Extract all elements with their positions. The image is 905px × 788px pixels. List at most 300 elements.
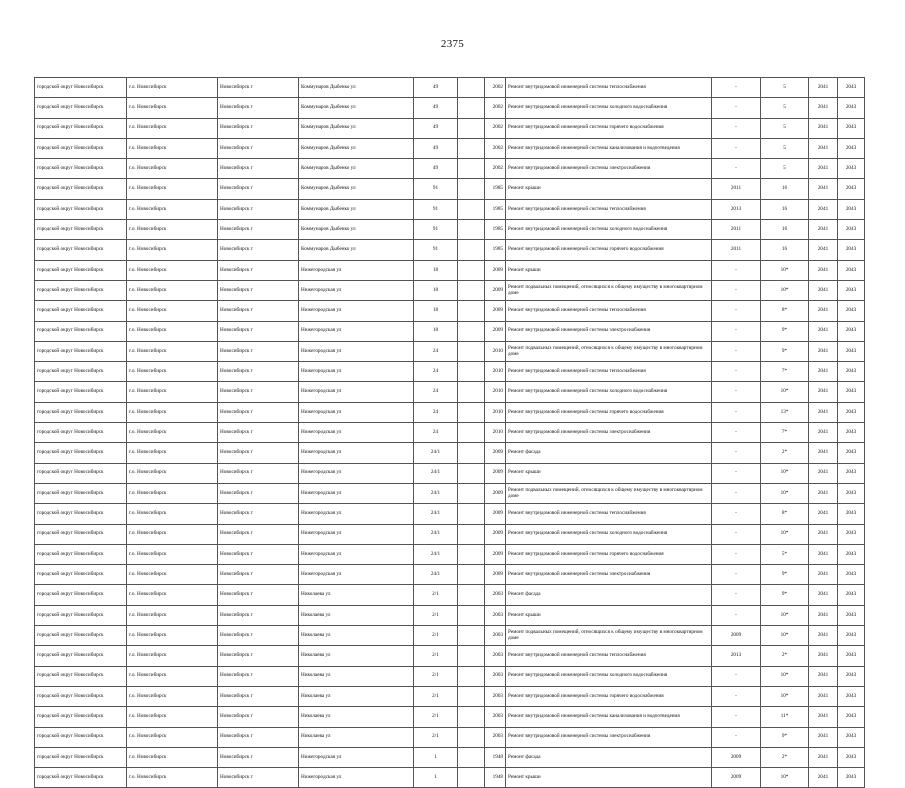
work-type-cell: Ремонт фасада [506,443,712,463]
work-type-cell: Ремонт внутридомовой инженерной системы горячего водоснабжения [506,118,712,138]
period-start-cell: 2041 [809,138,838,158]
table-row [35,118,865,138]
city-district-cell: г.о. Новосибирск [127,504,218,524]
house-number-cell: 2/1 [414,626,458,646]
work-type-cell: Ремонт внутридомовой инженерной системы холодного водоснабжения [506,666,712,686]
table-row [35,220,865,240]
building-cell [458,138,485,158]
construction-year-cell: 1985 [485,240,506,260]
municipality-cell: городской округ Новосибирск [35,321,127,341]
period-end-cell: 2043 [838,747,865,767]
interval-cell: 10* [761,463,809,483]
locality-cell: Новосибирск г [218,118,299,138]
work-type-cell: Ремонт внутридомовой инженерной системы горячего водоснабжения [506,402,712,422]
period-end-cell: 2043 [838,727,865,747]
interval-cell: 10* [761,524,809,544]
street-cell: Нижегородская ул [299,341,414,361]
period-start-cell: 2041 [809,159,838,179]
construction-year-cell: 1985 [485,179,506,199]
street-cell: Коммунаров Дыбенко ул [299,138,414,158]
table-row [35,443,865,463]
interval-cell: 5 [761,138,809,158]
period-end-cell: 2043 [838,321,865,341]
municipality-cell: городской округ Новосибирск [35,727,127,747]
street-cell: Нижегородская ул [299,747,414,767]
municipality-cell: городской округ Новосибирск [35,280,127,300]
locality-cell: Новосибирск г [218,341,299,361]
interval-cell: 16 [761,199,809,219]
period-end-cell: 2043 [838,483,865,503]
last-repair-year-cell: - [712,362,761,382]
repair-schedule-table [34,77,865,788]
period-start-cell: 2041 [809,118,838,138]
construction-year-cell: 2009 [485,260,506,280]
period-start-cell: 2041 [809,98,838,118]
house-number-cell: 18 [414,321,458,341]
city-district-cell: г.о. Новосибирск [127,707,218,727]
locality-cell: Новосибирск г [218,402,299,422]
building-cell [458,443,485,463]
city-district-cell: г.о. Новосибирск [127,179,218,199]
street-cell: Коммунаров Дыбенко ул [299,199,414,219]
last-repair-year-cell: - [712,565,761,585]
city-district-cell: г.о. Новосибирск [127,686,218,706]
building-cell [458,199,485,219]
table-row [35,463,865,483]
city-district-cell: г.о. Новосибирск [127,301,218,321]
work-type-cell: Ремонт крыши [506,179,712,199]
locality-cell: Новосибирск г [218,199,299,219]
house-number-cell: 2/1 [414,686,458,706]
house-number-cell: 49 [414,159,458,179]
last-repair-year-cell: - [712,585,761,605]
table-row [35,321,865,341]
last-repair-year-cell: 2011 [712,179,761,199]
street-cell: Николаева ул [299,727,414,747]
interval-cell: 10* [761,605,809,625]
city-district-cell: г.о. Новосибирск [127,463,218,483]
street-cell: Нижегородская ул [299,362,414,382]
table-row [35,423,865,443]
work-type-cell: Ремонт внутридомовой инженерной системы горячего водоснабжения [506,544,712,564]
building-cell [458,686,485,706]
city-district-cell: г.о. Новосибирск [127,402,218,422]
work-type-cell: Ремонт внутридомовой инженерной системы холодного водоснабжения [506,98,712,118]
municipality-cell: городской округ Новосибирск [35,138,127,158]
table-row [35,727,865,747]
municipality-cell: городской округ Новосибирск [35,483,127,503]
work-type-cell: Ремонт внутридомовой инженерной системы горячего водоснабжения [506,240,712,260]
city-district-cell: г.о. Новосибирск [127,544,218,564]
table-row [35,666,865,686]
period-end-cell: 2043 [838,382,865,402]
street-cell: Николаева ул [299,646,414,666]
interval-cell: 5 [761,118,809,138]
last-repair-year-cell: 2013 [712,199,761,219]
interval-cell: 9* [761,341,809,361]
locality-cell: Новосибирск г [218,179,299,199]
period-start-cell: 2041 [809,362,838,382]
period-end-cell: 2043 [838,707,865,727]
street-cell: Николаева ул [299,605,414,625]
house-number-cell: 24/1 [414,544,458,564]
interval-cell: 10* [761,666,809,686]
last-repair-year-cell: - [712,260,761,280]
building-cell [458,727,485,747]
interval-cell: 5 [761,159,809,179]
municipality-cell: городской округ Новосибирск [35,524,127,544]
locality-cell: Новосибирск г [218,504,299,524]
municipality-cell: городской округ Новосибирск [35,402,127,422]
locality-cell: Новосибирск г [218,260,299,280]
interval-cell: 10* [761,483,809,503]
period-start-cell: 2041 [809,179,838,199]
period-start-cell: 2041 [809,747,838,767]
interval-cell: 9* [761,585,809,605]
street-cell: Коммунаров Дыбенко ул [299,78,414,98]
building-cell [458,159,485,179]
period-start-cell: 2041 [809,727,838,747]
table-row [35,98,865,118]
table-row [35,585,865,605]
city-district-cell: г.о. Новосибирск [127,98,218,118]
interval-cell: 10* [761,280,809,300]
period-start-cell: 2041 [809,585,838,605]
city-district-cell: г.о. Новосибирск [127,199,218,219]
city-district-cell: г.о. Новосибирск [127,666,218,686]
last-repair-year-cell: - [712,98,761,118]
last-repair-year-cell: 2011 [712,240,761,260]
municipality-cell: городской округ Новосибирск [35,463,127,483]
table-row [35,646,865,666]
construction-year-cell: 2009 [485,443,506,463]
street-cell: Николаева ул [299,626,414,646]
interval-cell: 10* [761,626,809,646]
construction-year-cell: 2009 [485,565,506,585]
street-cell: Коммунаров Дыбенко ул [299,118,414,138]
work-type-cell: Ремонт внутридомовой инженерной системы канализования и водоотведения [506,138,712,158]
locality-cell: Новосибирск г [218,78,299,98]
building-cell [458,341,485,361]
building-cell [458,707,485,727]
building-cell [458,666,485,686]
house-number-cell: 91 [414,179,458,199]
street-cell: Нижегородская ул [299,382,414,402]
municipality-cell: городской округ Новосибирск [35,707,127,727]
house-number-cell: 2/1 [414,605,458,625]
period-end-cell: 2043 [838,524,865,544]
work-type-cell: Ремонт внутридомовой инженерной системы теплоснабжения [506,646,712,666]
construction-year-cell: 1948 [485,768,506,788]
work-type-cell: Ремонт подвальных помещений, относящихся к общему имуществу в многоквартирном доме [506,341,712,361]
last-repair-year-cell: - [712,280,761,300]
period-start-cell: 2041 [809,280,838,300]
city-district-cell: г.о. Новосибирск [127,747,218,767]
street-cell: Нижегородская ул [299,544,414,564]
construction-year-cell: 2002 [485,118,506,138]
building-cell [458,585,485,605]
table-row [35,686,865,706]
table-row [35,341,865,361]
construction-year-cell: 2010 [485,402,506,422]
city-district-cell: г.о. Новосибирск [127,362,218,382]
period-end-cell: 2043 [838,98,865,118]
work-type-cell: Ремонт фасада [506,585,712,605]
building-cell [458,78,485,98]
construction-year-cell: 2003 [485,686,506,706]
period-start-cell: 2041 [809,301,838,321]
interval-cell: 10* [761,768,809,788]
street-cell: Нижегородская ул [299,443,414,463]
city-district-cell: г.о. Новосибирск [127,240,218,260]
building-cell [458,321,485,341]
period-end-cell: 2043 [838,159,865,179]
locality-cell: Новосибирск г [218,768,299,788]
construction-year-cell: 2003 [485,666,506,686]
table-row [35,626,865,646]
construction-year-cell: 1985 [485,220,506,240]
work-type-cell: Ремонт внутридомовой инженерной системы теплоснабжения [506,504,712,524]
period-end-cell: 2043 [838,544,865,564]
work-type-cell: Ремонт внутридомовой инженерной системы горячего водоснабжения [506,686,712,706]
work-type-cell: Ремонт крыши [506,605,712,625]
locality-cell: Новосибирск г [218,544,299,564]
municipality-cell: городской округ Новосибирск [35,605,127,625]
municipality-cell: городской округ Новосибирск [35,504,127,524]
house-number-cell: 24/1 [414,463,458,483]
building-cell [458,362,485,382]
last-repair-year-cell: - [712,666,761,686]
house-number-cell: 24/1 [414,524,458,544]
municipality-cell: городской округ Новосибирск [35,159,127,179]
period-start-cell: 2041 [809,220,838,240]
municipality-cell: городской округ Новосибирск [35,565,127,585]
work-type-cell: Ремонт внутридомовой инженерной системы электроснабжения [506,727,712,747]
municipality-cell: городской округ Новосибирск [35,260,127,280]
locality-cell: Новосибирск г [218,463,299,483]
interval-cell: 8* [761,301,809,321]
locality-cell: Новосибирск г [218,443,299,463]
interval-cell: 2* [761,646,809,666]
construction-year-cell: 2003 [485,605,506,625]
street-cell: Нижегородская ул [299,280,414,300]
house-number-cell: 24/1 [414,443,458,463]
locality-cell: Новосибирск г [218,321,299,341]
house-number-cell: 18 [414,280,458,300]
city-district-cell: г.о. Новосибирск [127,423,218,443]
period-end-cell: 2043 [838,423,865,443]
city-district-cell: г.о. Новосибирск [127,78,218,98]
period-start-cell: 2041 [809,626,838,646]
construction-year-cell: 1948 [485,747,506,767]
street-cell: Коммунаров Дыбенко ул [299,220,414,240]
municipality-cell: городской округ Новосибирск [35,423,127,443]
building-cell [458,240,485,260]
period-start-cell: 2041 [809,666,838,686]
period-end-cell: 2043 [838,280,865,300]
city-district-cell: г.о. Новосибирск [127,626,218,646]
interval-cell: 7* [761,362,809,382]
interval-cell: 8* [761,504,809,524]
building-cell [458,544,485,564]
construction-year-cell: 2009 [485,301,506,321]
last-repair-year-cell: 2013 [712,646,761,666]
house-number-cell: 24/1 [414,504,458,524]
locality-cell: Новосибирск г [218,646,299,666]
last-repair-year-cell: - [712,727,761,747]
house-number-cell: 49 [414,78,458,98]
locality-cell: Новосибирск г [218,98,299,118]
last-repair-year-cell: - [712,504,761,524]
street-cell: Коммунаров Дыбенко ул [299,159,414,179]
city-district-cell: г.о. Новосибирск [127,118,218,138]
construction-year-cell: 2003 [485,626,506,646]
municipality-cell: городской округ Новосибирск [35,240,127,260]
locality-cell: Новосибирск г [218,727,299,747]
last-repair-year-cell: - [712,78,761,98]
interval-cell: 13* [761,402,809,422]
locality-cell: Новосибирск г [218,240,299,260]
table-row [35,362,865,382]
locality-cell: Новосибирск г [218,626,299,646]
period-end-cell: 2043 [838,362,865,382]
period-start-cell: 2041 [809,402,838,422]
period-start-cell: 2041 [809,341,838,361]
period-end-cell: 2043 [838,585,865,605]
street-cell: Коммунаров Дыбенко ул [299,98,414,118]
locality-cell: Новосибирск г [218,605,299,625]
last-repair-year-cell: - [712,443,761,463]
interval-cell: 16 [761,220,809,240]
work-type-cell: Ремонт крыши [506,463,712,483]
work-type-cell: Ремонт внутридомовой инженерной системы электроснабжения [506,159,712,179]
municipality-cell: городской округ Новосибирск [35,382,127,402]
street-cell: Николаева ул [299,686,414,706]
municipality-cell: городской округ Новосибирск [35,199,127,219]
city-district-cell: г.о. Новосибирск [127,443,218,463]
last-repair-year-cell: - [712,382,761,402]
construction-year-cell: 2009 [485,544,506,564]
period-end-cell: 2043 [838,402,865,422]
city-district-cell: г.о. Новосибирск [127,220,218,240]
city-district-cell: г.о. Новосибирск [127,646,218,666]
street-cell: Нижегородская ул [299,321,414,341]
table-row [35,544,865,564]
period-start-cell: 2041 [809,423,838,443]
table-row [35,382,865,402]
city-district-cell: г.о. Новосибирск [127,605,218,625]
period-start-cell: 2041 [809,707,838,727]
table-row [35,138,865,158]
construction-year-cell: 2009 [485,463,506,483]
period-end-cell: 2043 [838,666,865,686]
locality-cell: Новосибирск г [218,159,299,179]
work-type-cell: Ремонт внутридомовой инженерной системы электроснабжения [506,423,712,443]
interval-cell: 10* [761,260,809,280]
street-cell: Коммунаров Дыбенко ул [299,240,414,260]
street-cell: Нижегородская ул [299,423,414,443]
interval-cell: 5 [761,78,809,98]
work-type-cell: Ремонт крыши [506,768,712,788]
period-end-cell: 2043 [838,768,865,788]
period-start-cell: 2041 [809,565,838,585]
last-repair-year-cell: - [712,321,761,341]
period-start-cell: 2041 [809,199,838,219]
municipality-cell: городской округ Новосибирск [35,118,127,138]
period-end-cell: 2043 [838,626,865,646]
work-type-cell: Ремонт внутридомовой инженерной системы теплоснабжения [506,78,712,98]
building-cell [458,463,485,483]
building-cell [458,483,485,503]
municipality-cell: городской округ Новосибирск [35,443,127,463]
last-repair-year-cell: - [712,159,761,179]
interval-cell: 10* [761,686,809,706]
period-start-cell: 2041 [809,78,838,98]
period-end-cell: 2043 [838,220,865,240]
building-cell [458,118,485,138]
table-row [35,768,865,788]
work-type-cell: Ремонт внутридомовой инженерной системы теплоснабжения [506,362,712,382]
period-start-cell: 2041 [809,240,838,260]
locality-cell: Новосибирск г [218,747,299,767]
period-start-cell: 2041 [809,768,838,788]
table-row [35,260,865,280]
city-district-cell: г.о. Новосибирск [127,524,218,544]
construction-year-cell: 2010 [485,362,506,382]
street-cell: Нижегородская ул [299,260,414,280]
building-cell [458,747,485,767]
work-type-cell: Ремонт подвальных помещений, относящихся к общему имуществу в многоквартирном доме [506,626,712,646]
interval-cell: 7* [761,423,809,443]
construction-year-cell: 2009 [485,504,506,524]
house-number-cell: 2/1 [414,707,458,727]
last-repair-year-cell: - [712,138,761,158]
table-row [35,280,865,300]
period-end-cell: 2043 [838,179,865,199]
municipality-cell: городской округ Новосибирск [35,585,127,605]
building-cell [458,220,485,240]
period-end-cell: 2043 [838,118,865,138]
locality-cell: Новосибирск г [218,565,299,585]
house-number-cell: 24 [414,341,458,361]
municipality-cell: городской округ Новосибирск [35,362,127,382]
city-district-cell: г.о. Новосибирск [127,565,218,585]
city-district-cell: г.о. Новосибирск [127,483,218,503]
house-number-cell: 1 [414,768,458,788]
period-end-cell: 2043 [838,301,865,321]
work-type-cell: Ремонт крыши [506,260,712,280]
table-row [35,524,865,544]
table-row [35,78,865,98]
interval-cell: 16 [761,179,809,199]
period-start-cell: 2041 [809,686,838,706]
municipality-cell: городской округ Новосибирск [35,544,127,564]
house-number-cell: 2/1 [414,585,458,605]
last-repair-year-cell: - [712,605,761,625]
period-end-cell: 2043 [838,565,865,585]
last-repair-year-cell: 2011 [712,220,761,240]
last-repair-year-cell: - [712,707,761,727]
locality-cell: Новосибирск г [218,585,299,605]
locality-cell: Новосибирск г [218,686,299,706]
last-repair-year-cell: - [712,402,761,422]
last-repair-year-cell: - [712,524,761,544]
table-row [35,483,865,503]
street-cell: Николаева ул [299,707,414,727]
construction-year-cell: 2002 [485,138,506,158]
table-row [35,504,865,524]
house-number-cell: 1 [414,747,458,767]
